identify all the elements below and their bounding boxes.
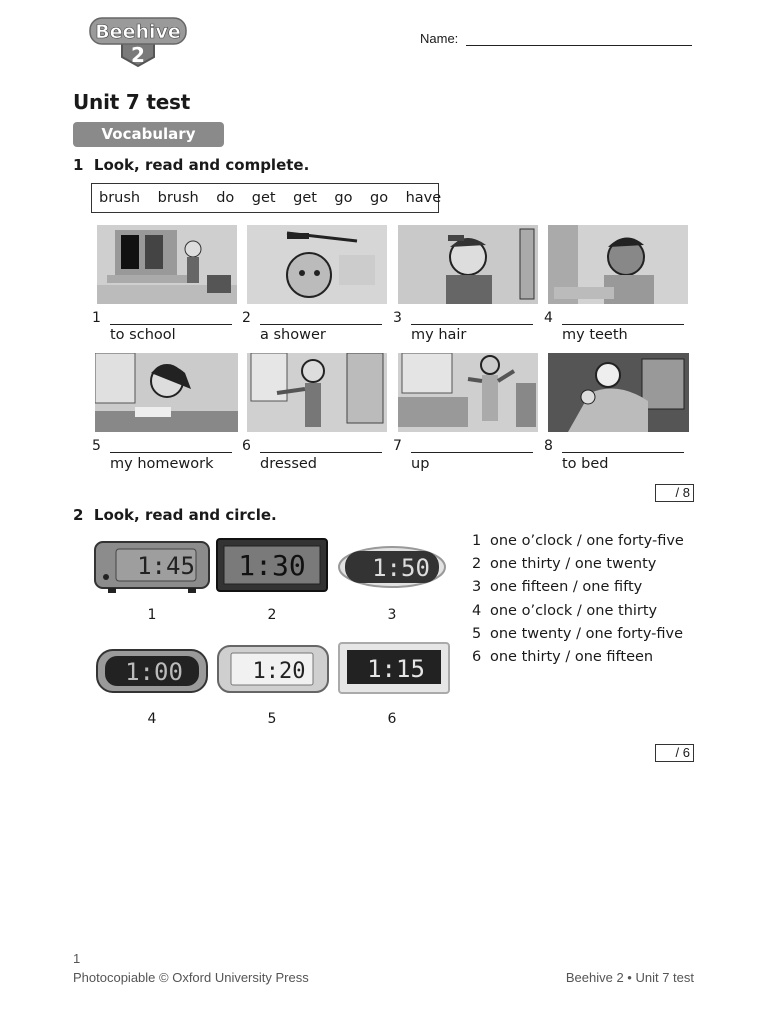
picture-brush-my-teeth <box>548 225 688 304</box>
page-number: 1 <box>73 951 81 966</box>
option-number: 2 <box>472 556 482 573</box>
word-item: get <box>293 190 317 206</box>
q2-heading <box>73 506 277 524</box>
footer-title: Beehive 2 • Unit 7 test <box>565 970 694 985</box>
word-box <box>91 183 442 213</box>
answer-line-2[interactable] <box>260 324 382 325</box>
answer-line-5[interactable] <box>110 452 232 453</box>
clock-4 <box>96 648 208 699</box>
option-number: 6 <box>472 649 482 666</box>
q1-heading <box>73 156 309 174</box>
logo-word: Beehive <box>95 21 181 43</box>
answer-line-1[interactable] <box>110 324 232 325</box>
answer-line-8[interactable] <box>562 452 684 453</box>
clock-5 <box>217 644 329 699</box>
option-text: one thirty / one twenty <box>490 556 657 573</box>
clock-number: 1 <box>147 607 157 623</box>
clock-display: 1:30 <box>238 549 306 582</box>
option-text: one twenty / one forty-five <box>490 625 684 642</box>
clock-2 <box>216 537 328 600</box>
word-item: get <box>251 190 276 206</box>
answer-line-3[interactable] <box>411 324 533 325</box>
picture-brush-my-hair <box>398 225 538 304</box>
time-option[interactable] <box>472 530 684 553</box>
q2-score-box: / 6 <box>655 744 694 762</box>
item-number: 4 <box>544 310 553 326</box>
option-number: 1 <box>472 533 482 549</box>
word-item: brush <box>157 190 199 206</box>
word-item: brush <box>99 190 141 206</box>
name-label: Name: <box>420 31 459 46</box>
time-option[interactable] <box>472 576 684 599</box>
item-phrase: my hair <box>411 327 467 343</box>
q1-score-box: / 8 <box>655 484 694 502</box>
option-number: 5 <box>472 625 482 642</box>
clock-display: 1:45 <box>137 552 195 580</box>
section-label: Vocabulary <box>73 122 224 147</box>
q1-number: 1 <box>73 156 84 174</box>
item-number: 8 <box>544 438 553 454</box>
item-number: 3 <box>393 310 402 326</box>
answer-line-7[interactable] <box>411 452 533 453</box>
item-number: 5 <box>92 438 101 454</box>
option-text: one o’clock / one forty-five <box>490 533 684 549</box>
time-options-list <box>472 530 684 669</box>
time-option[interactable] <box>472 553 684 576</box>
word-item: go <box>334 190 353 206</box>
item-phrase: to school <box>110 327 176 343</box>
option-text: one o’clock / one thirty <box>490 602 658 619</box>
item-number: 1 <box>92 310 101 326</box>
time-option[interactable] <box>472 646 684 669</box>
name-field[interactable] <box>466 45 692 46</box>
item-phrase: to bed <box>562 456 609 472</box>
answer-line-4[interactable] <box>562 324 684 325</box>
q2-instruction: Look, read and circle. <box>93 506 277 524</box>
clock-3 <box>337 543 447 596</box>
option-number: 3 <box>472 579 482 596</box>
picture-go-to-bed <box>548 353 689 432</box>
time-option[interactable] <box>472 623 684 646</box>
clock-number: 3 <box>387 607 397 623</box>
clock-1 <box>94 538 212 599</box>
item-number: 7 <box>393 438 402 454</box>
footer-copyright: Photocopiable © Oxford University Press <box>73 970 309 985</box>
logo-level: 2 <box>131 43 145 67</box>
picture-go-to-school <box>97 225 237 304</box>
clock-number: 6 <box>387 711 397 727</box>
option-number: 4 <box>472 602 482 619</box>
picture-do-my-homework <box>95 353 238 432</box>
word-item: have <box>405 190 442 206</box>
item-phrase: dressed <box>260 456 318 472</box>
clock-display: 1:15 <box>367 655 425 683</box>
picture-get-dressed <box>247 353 387 432</box>
item-phrase: my homework <box>110 456 214 472</box>
q1-instruction: Look, read and complete. <box>93 156 310 174</box>
q2-number: 2 <box>73 506 84 524</box>
clock-number: 2 <box>267 607 277 623</box>
clock-display: 1:50 <box>372 554 430 582</box>
clock-display: 1:20 <box>252 659 306 684</box>
word-item: go <box>370 190 389 206</box>
option-text: one thirty / one fifteen <box>490 649 654 666</box>
picture-get-up <box>398 353 538 432</box>
page-title: Unit 7 test <box>73 90 191 114</box>
clock-6 <box>338 641 450 702</box>
item-number: 6 <box>242 438 251 454</box>
time-option[interactable] <box>472 600 684 623</box>
option-text: one fifteen / one fifty <box>490 579 643 596</box>
item-number: 2 <box>242 310 251 326</box>
clock-number: 5 <box>267 711 277 727</box>
clock-number: 4 <box>147 711 157 727</box>
clock-display: 1:00 <box>125 658 183 686</box>
item-phrase: up <box>411 456 430 472</box>
beehive-logo <box>86 10 190 74</box>
answer-line-6[interactable] <box>260 452 382 453</box>
word-item: do <box>216 190 235 206</box>
item-phrase: a shower <box>260 327 326 343</box>
picture-have-a-shower <box>247 225 387 304</box>
item-phrase: my teeth <box>562 327 628 343</box>
